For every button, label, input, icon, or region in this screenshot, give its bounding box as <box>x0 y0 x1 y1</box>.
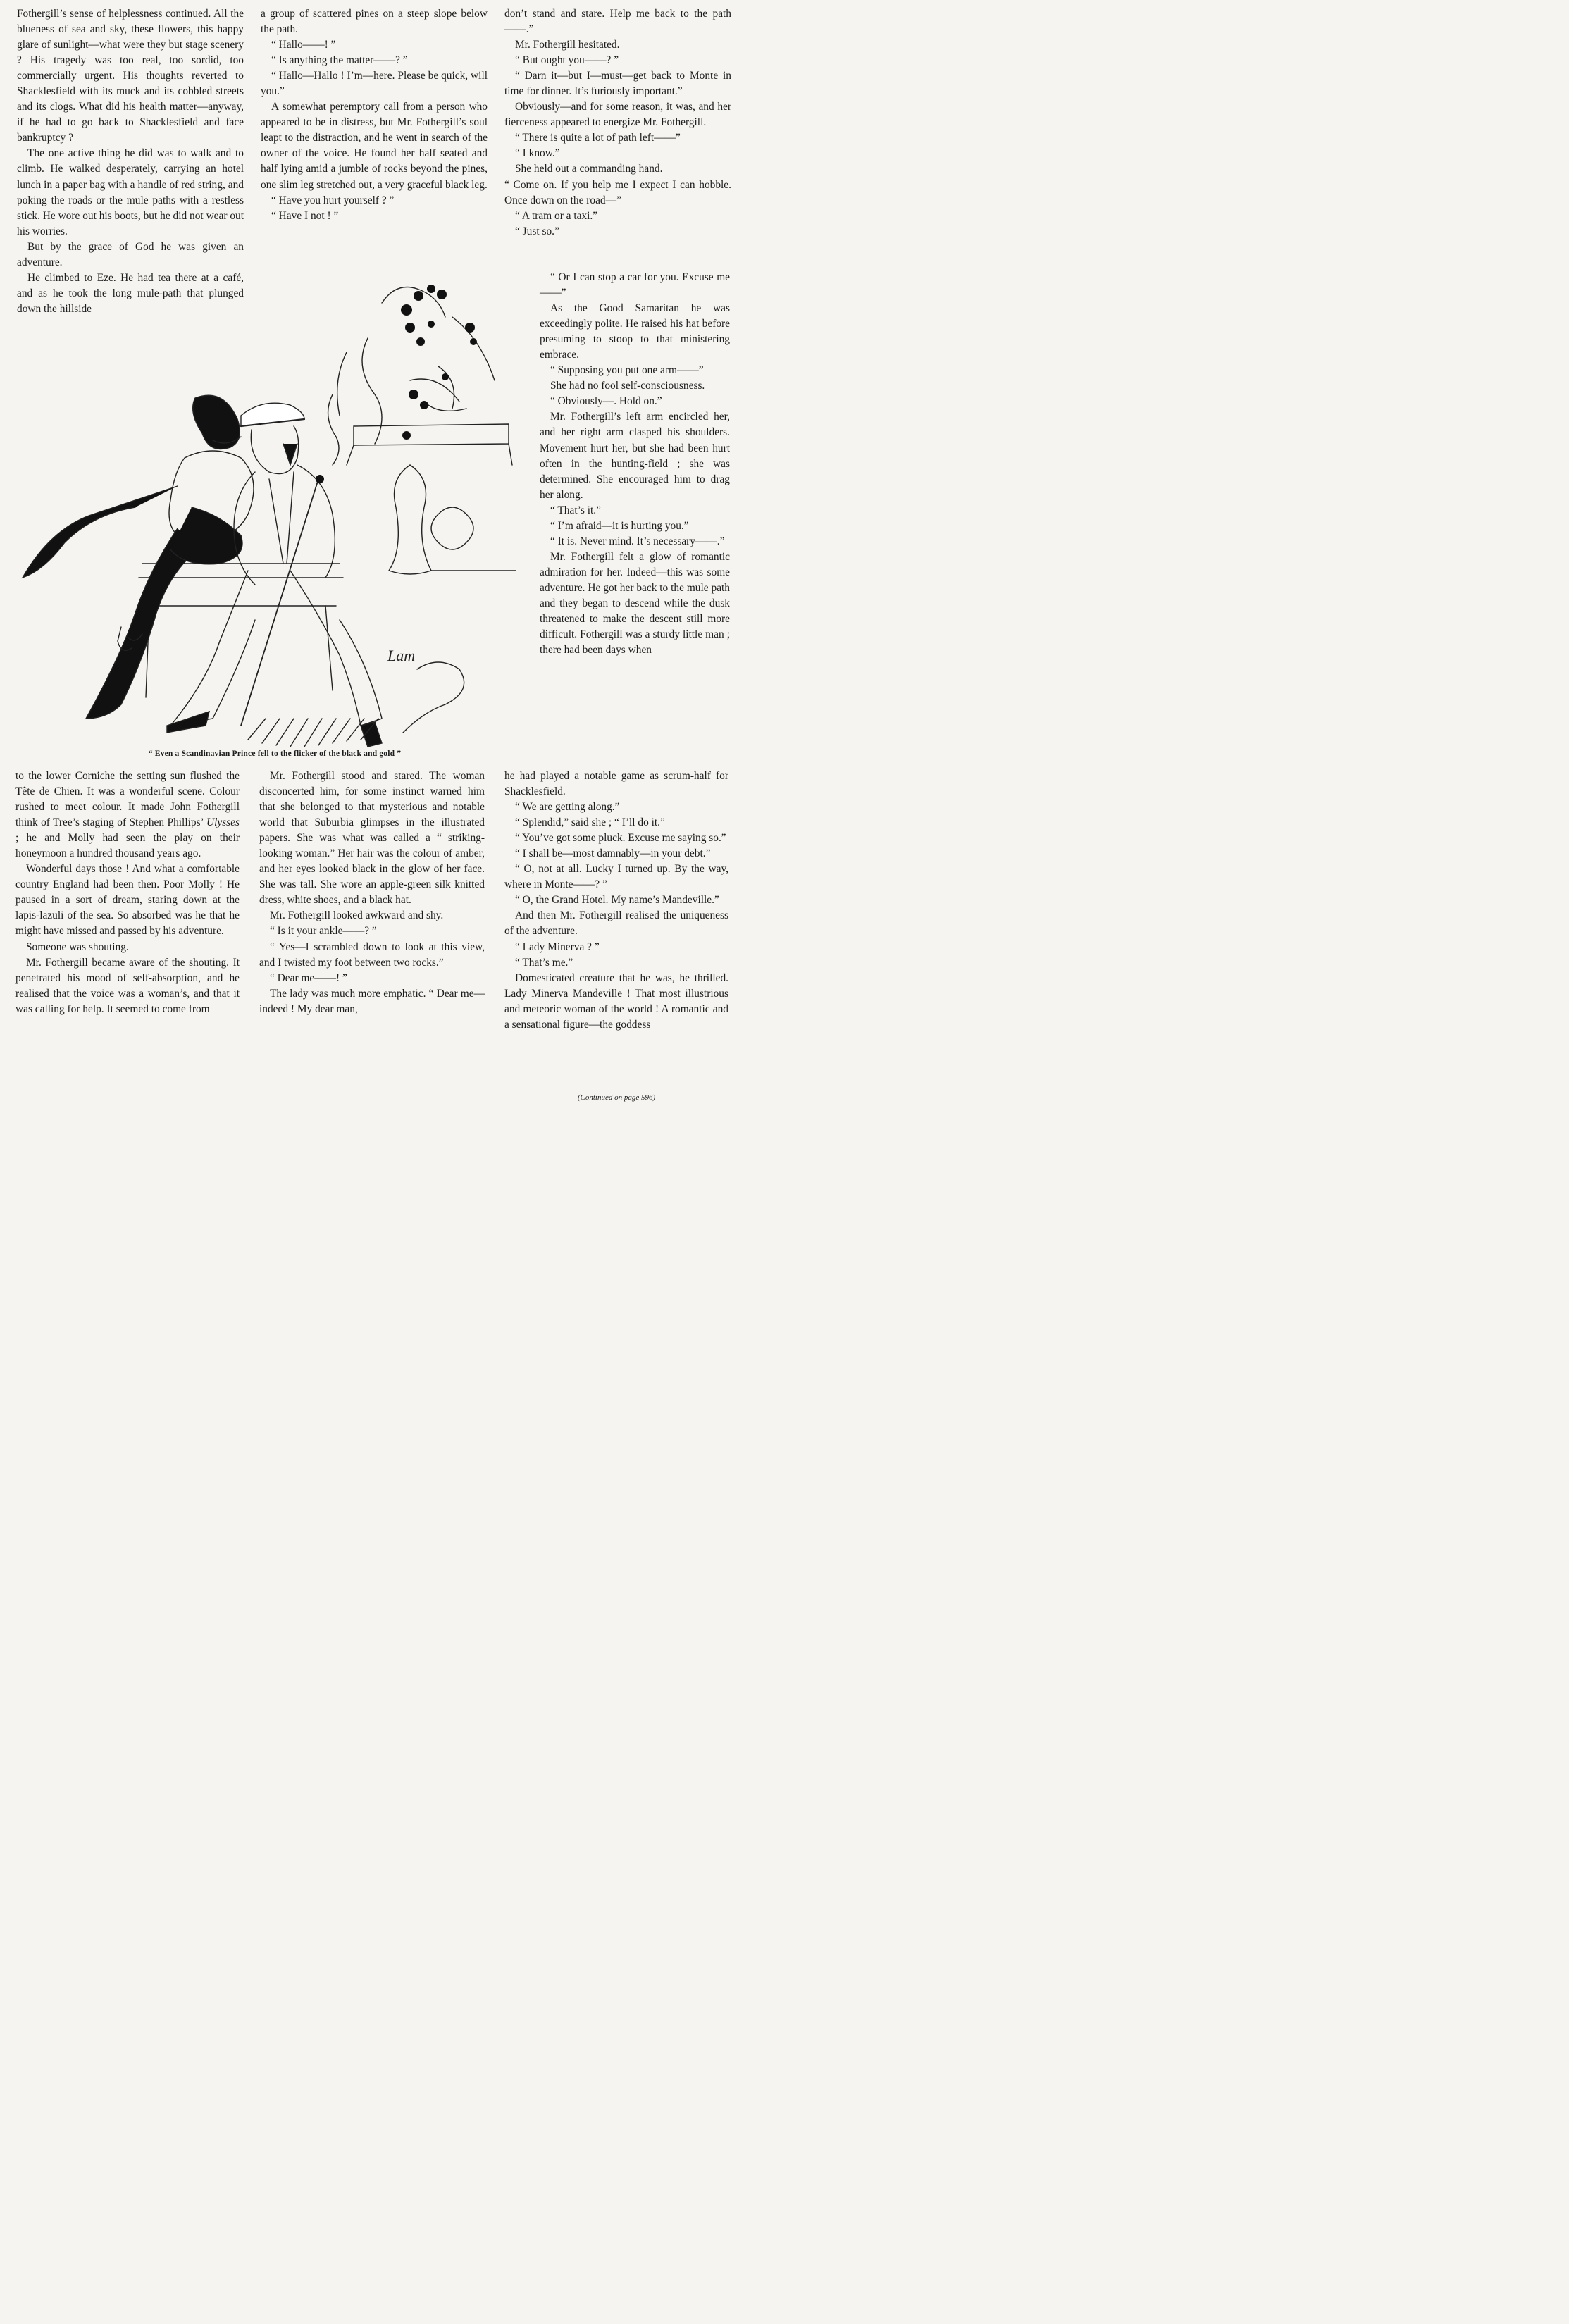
paragraph: “ Supposing you put one arm——” <box>550 364 704 377</box>
column-lower-middle <box>259 769 485 1017</box>
paragraph: “ O, not at all. Lucky I turned up. By the way, where in Monte——? ” <box>504 863 728 891</box>
paragraph: don’t stand and stare. Help me back to the path——.” <box>504 8 731 36</box>
paragraph: “ You’ve got some pluck. Excuse me saying so.” <box>515 832 726 845</box>
continued-note: (Continued on page 596) <box>577 1093 656 1102</box>
paragraph: “ Just so.” <box>515 225 559 237</box>
paragraph: As the Good Samaritan he was exceedingly polite. He raised his hat before presuming to stoop to that ministering embrace. <box>540 302 730 361</box>
paragraph: “ Come on. If you help me I expect I can hobble. Once down on the road—” <box>504 178 731 206</box>
paragraph: But by the grace of God he was given an adventure. <box>17 240 244 268</box>
column-lower-right <box>504 769 728 1033</box>
paragraph: “ Hallo——! ” <box>271 39 336 51</box>
paragraph: And then Mr. Fothergill realised the uniqueness of the adventure. <box>504 909 728 938</box>
paragraph: Mr. Fothergill stood and stared. The woman disconcerted him, for some instinct warned him that she belonged to that mysterious and notable world that Suburbia glimpses in the illustrated papers. She was what was called a “ striking-looking woman.” Her hair was the colour of amber, and her eyes looked black in the glow of her face. She was tall. She wore an apple-green silk knitted dress, white shoes, and a black hat. <box>259 770 485 907</box>
paragraph: “ Lady Minerva ? ” <box>515 940 600 953</box>
paragraph: “ We are getting along.” <box>515 801 620 814</box>
paragraph: She had no fool self-consciousness. <box>550 380 705 392</box>
paragraph: Fothergill’s sense of helplessness continued. All the blueness of sea and sky, these flowers, this happy glare of sunlight—what were they but stage scenery ? His tragedy was too real, too sordid, too commercially urgent. His thoughts reverted to Shacklesfield with its muck and its cobbled streets and its clogs. What did his health matter—anyway, if he had to go back to Shacklesfield and face bankruptcy ? <box>17 8 244 144</box>
column-upper-right <box>504 6 731 240</box>
artist-signature: Lam <box>387 647 416 664</box>
column-upper-middle <box>261 6 488 224</box>
paragraph: “ Have you hurt yourself ? ” <box>271 194 395 206</box>
paragraph: Mr. Fothergill hesitated. <box>515 39 620 51</box>
column-upper-left <box>17 6 244 317</box>
paragraph: Mr. Fothergill felt a glow of romantic admiration for her. Indeed—this was some adventure. He got her back to the mule path and they began to descend while the dusk threatened to make the descent still more difficult. Fothergill was a sturdy little man ; there had been days when <box>540 550 730 657</box>
paragraph: Obviously—and for some reason, it was, and her fierceness appeared to energize Mr. Fothergill. <box>504 101 731 129</box>
paragraph: “ Dear me——! ” <box>270 971 347 984</box>
paragraph: “ A tram or a taxi.” <box>515 209 598 222</box>
paragraph: “ Is it your ankle——? ” <box>270 925 377 938</box>
paragraph: “ I’m afraid—it is hurting you.” <box>550 519 689 532</box>
paragraph: “ Splendid,” said she ; “ I’ll do it.” <box>515 816 665 829</box>
paragraph: “ That’s it.” <box>550 504 601 516</box>
paragraph: “ Hallo—Hallo ! I’m—here. Please be quick, will you.” <box>261 70 488 98</box>
paragraph: Someone was shouting. <box>26 940 129 953</box>
flowers-drawing <box>328 287 495 466</box>
paragraph: Mr. Fothergill’s left arm encircled her, and her right arm clasped his shoulders. Movement hurt her, but she had been hurt often in the hunting-field ; she was determined. She encouraged him to drag her along. <box>540 411 730 501</box>
column-lower-left <box>15 769 240 1017</box>
paragraph: “ Or I can stop a car for you. Excuse me——” <box>540 271 730 299</box>
illustration-caption: “ Even a Scandinavian Prince fell to the flicker of the black and gold ” <box>148 750 402 758</box>
play-title: Ulysses <box>206 816 240 829</box>
paragraph: Mr. Fothergill looked awkward and shy. <box>270 909 444 922</box>
paragraph: He climbed to Eze. He had tea there at a café, and as he took the long mule-path that plunged down the hillside <box>17 271 244 315</box>
paragraph: he had played a notable game as scrum-half for Shacklesfield. <box>504 770 728 798</box>
paragraph: “ But ought you——? ” <box>515 54 619 67</box>
paragraph: “ That’s me.” <box>515 956 573 969</box>
paragraph: The lady was much more emphatic. “ Dear me—indeed ! My dear man, <box>259 987 485 1015</box>
paragraph: Mr. Fothergill became aware of the shouting. It penetrated his mood of self-absorption, and he realised that the voice was a woman’s, and that it was calling for help. It seemed to come from <box>15 956 240 1015</box>
paragraph: She held out a commanding hand. <box>515 163 663 175</box>
paragraph: “ Is anything the matter——? ” <box>271 54 408 67</box>
paragraph: “ Obviously—. Hold on.” <box>550 395 662 408</box>
paragraph: a group of scattered pines on a steep slope below the path. <box>261 8 488 36</box>
paragraph: A somewhat peremptory call from a person who appeared to be in distress, but Mr. Fothergill’s soul leapt to the distraction, and he went in search of the owner of the voice. He found her half seated and half lying amid a jumble of rocks beyond the pines, one slim leg stretched out, a very graceful black leg. <box>261 101 488 191</box>
woman-figure <box>23 395 254 719</box>
paragraph: “ I know.” <box>515 147 560 160</box>
paragraph: to the lower Corniche the setting sun flushed the Tête de Chien. It was a wonderful scene. Colour rushed to meet colour. It made John Fothergill think of Tree’s staging of Stephen Phillips’ Ulysses ; he and Molly had seen the play on their honeymoon a hundred thousand years ago. <box>15 770 240 860</box>
paragraph: Wonderful days those ! And what a comfortable country England had been then. Poor Molly ! He paused in a sort of dream, staring down at the lapis-lazuli of the sea. So absorbed was he that he might have missed and passed by his adventure. <box>15 863 240 938</box>
paragraph: “ I shall be—most damnably—in your debt.” <box>515 847 711 860</box>
paragraph: “ There is quite a lot of path left——” <box>515 132 681 144</box>
paragraph: “ Yes—I scrambled down to look at this view, and I twisted my foot between two rocks.” <box>259 940 485 969</box>
paragraph: The one active thing he did was to walk and to climb. He walked desperately, carrying an hotel lunch in a paper bag with a handle of red string, and poking the roads or the mule paths with a restless stick. He wore out his boots, but he did not wear out his worries. <box>17 147 244 237</box>
column-right-narrow <box>540 270 730 658</box>
paragraph: “ It is. Never mind. It’s necessary——.” <box>550 535 725 547</box>
paragraph: “ Darn it—but I—must—get back to Monte in time for dinner. It’s furiously important.” <box>504 70 731 98</box>
paragraph: Domesticated creature that he was, he thrilled. Lady Minerva Mandeville ! That most illustrious and meteoric woman of the world ! A romantic and a sensational figure—the goddess <box>504 971 728 1031</box>
paragraph: “ O, the Grand Hotel. My name’s Mandeville.” <box>515 894 719 907</box>
paragraph: “ Have I not ! ” <box>271 209 339 222</box>
man-figure <box>167 403 382 747</box>
illustration <box>15 275 530 754</box>
